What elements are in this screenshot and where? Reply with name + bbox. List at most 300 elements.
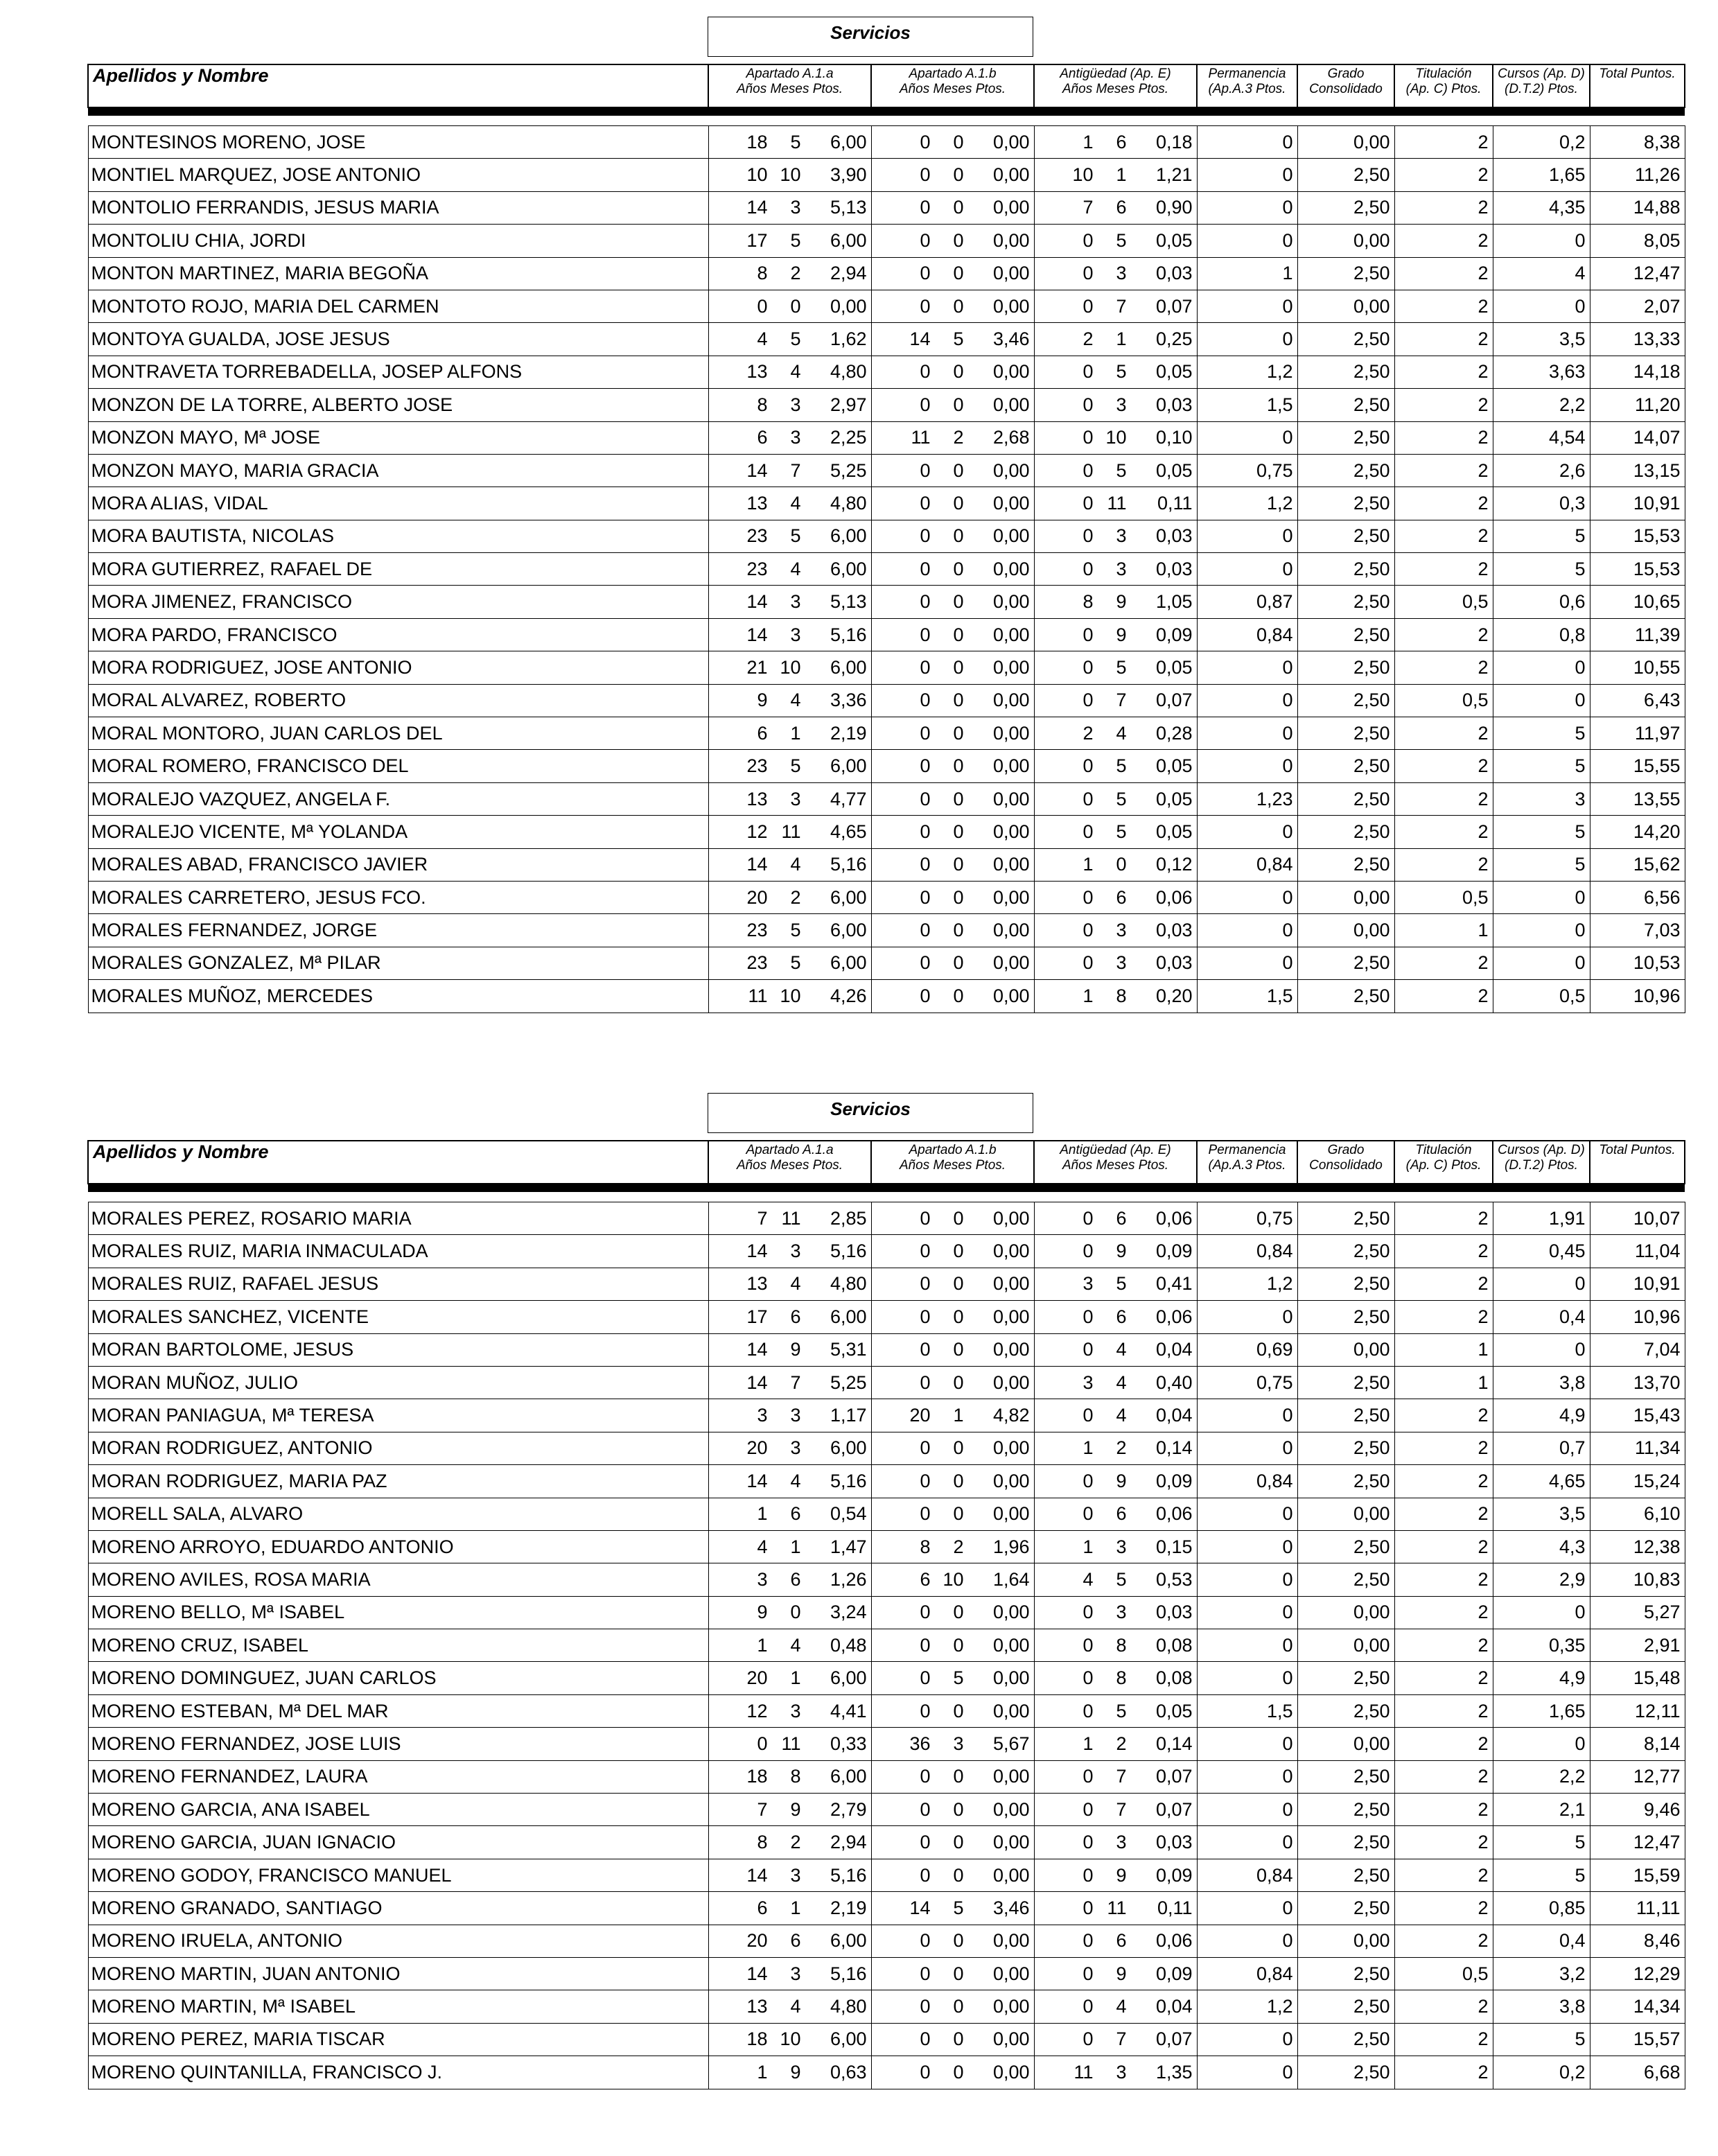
- cell-cursos: 4,35: [1493, 191, 1590, 224]
- cell-titulacion: 2: [1394, 1530, 1493, 1563]
- cell-permanencia: 0: [1197, 750, 1297, 782]
- cell-antiguedad-part: 1: [1116, 164, 1127, 186]
- cell-cursos: 0,6: [1493, 586, 1590, 618]
- cell-a1b-part: 0: [953, 1996, 964, 2017]
- cell-permanencia: 0: [1197, 520, 1297, 552]
- cell-a1a-part: 2,79: [830, 1798, 867, 1820]
- cell-antiguedad-part: 0: [1082, 1897, 1094, 1918]
- cell-grado: 0,00: [1297, 881, 1394, 913]
- cell-a1a: [708, 1859, 871, 1891]
- cell-a1a-part: 6,00: [830, 558, 867, 579]
- header-divider: [88, 1184, 1685, 1192]
- cell-antiguedad-part: 5: [1116, 1568, 1127, 1590]
- cell-antiguedad-part: 0,06: [1155, 1930, 1193, 1952]
- cell-permanencia: 1,2: [1197, 1268, 1297, 1300]
- cell-antiguedad-part: 0: [1082, 1930, 1094, 1952]
- cell-a1a-part: 4,80: [830, 361, 867, 383]
- cell-antiguedad-part: 2: [1082, 722, 1094, 744]
- table-row: [88, 1333, 1685, 1366]
- cell-name: MORENO DOMINGUEZ, JUAN CARLOS: [88, 1662, 708, 1694]
- cell-a1a: [708, 1596, 871, 1629]
- cell-a1a-part: 2: [790, 1832, 801, 1853]
- cell-antiguedad-part: 1: [1082, 854, 1094, 875]
- cell-titulacion: 2: [1394, 389, 1493, 421]
- cell-antiguedad-part: 6: [1116, 131, 1127, 152]
- cell-a1a-part: 5,16: [830, 1963, 867, 1984]
- cell-antiguedad-part: 0: [1082, 427, 1094, 448]
- cell-name: MORENO ARROYO, EDUARDO ANTONIO: [88, 1530, 708, 1563]
- cell-a1a: [708, 323, 871, 356]
- cell-grado: 2,50: [1297, 980, 1394, 1013]
- cell-antiguedad-part: 0: [1082, 788, 1094, 809]
- cell-antiguedad-part: 8: [1116, 985, 1127, 1006]
- cell-a1a-part: 1: [757, 1503, 768, 1525]
- table-row: [88, 1794, 1685, 1826]
- cell-name: MONZON MAYO, MARIA GRACIA: [88, 454, 708, 487]
- cell-antiguedad-part: 3: [1116, 2061, 1127, 2083]
- cell-a1a: [708, 914, 871, 947]
- cell-a1b-part: 0,00: [992, 1700, 1030, 1721]
- cell-a1b: [871, 553, 1034, 586]
- cell-permanencia: 0: [1197, 947, 1297, 979]
- cell-antiguedad-part: 0: [1082, 690, 1094, 711]
- cell-antiguedad-part: 0: [1082, 1503, 1094, 1525]
- cell-antiguedad-part: 0,05: [1155, 229, 1193, 251]
- cell-cursos: 5: [1493, 848, 1590, 881]
- cell-cursos: 1,91: [1493, 1202, 1590, 1235]
- cell-titulacion: 2: [1394, 618, 1493, 651]
- cell-permanencia: 0: [1197, 1925, 1297, 1957]
- cell-antiguedad-part: 0,07: [1155, 1798, 1193, 1820]
- cell-a1a: [708, 356, 871, 388]
- cell-antiguedad-part: 7: [1116, 1766, 1127, 1787]
- cell-antiguedad-part: 4: [1116, 1339, 1127, 1360]
- cell-a1a-part: 6: [790, 1568, 801, 1590]
- cell-permanencia: 0,69: [1197, 1333, 1297, 1366]
- cell-a1a-part: 2,97: [830, 394, 867, 415]
- cell-titulacion: 0,5: [1394, 586, 1493, 618]
- cell-antiguedad-part: 2: [1116, 1437, 1127, 1459]
- cell-a1b-part: 14: [909, 328, 931, 350]
- cell-name: MORENO GODOY, FRANCISCO MANUEL: [88, 1859, 708, 1891]
- cell-name: MORALES PEREZ, ROSARIO MARIA: [88, 1202, 708, 1235]
- cell-permanencia: 0,87: [1197, 586, 1297, 618]
- cell-antiguedad-part: 0: [1082, 1700, 1094, 1721]
- cell-titulacion: 2: [1394, 1694, 1493, 1727]
- cell-total: 11,11: [1590, 1892, 1685, 1925]
- cell-a1b-part: 0: [953, 690, 964, 711]
- cell-antiguedad: [1034, 2023, 1197, 2056]
- cell-name: MORAN PANIAGUA, Mª TERESA: [88, 1399, 708, 1432]
- cell-grado: 2,50: [1297, 1957, 1394, 1990]
- header-antiguedad: Antigüedad (Ap. E) Años Meses Ptos.: [1034, 64, 1197, 107]
- cell-a1b: [871, 323, 1034, 356]
- cell-grado: 2,50: [1297, 454, 1394, 487]
- cell-permanencia: 0,75: [1197, 1366, 1297, 1399]
- cell-cursos: 0: [1493, 947, 1590, 979]
- cell-a1b-part: 0,00: [992, 2028, 1030, 2050]
- cell-a1b-part: 0,00: [992, 2061, 1030, 2083]
- cell-antiguedad-part: 0,41: [1155, 1273, 1193, 1295]
- cell-a1a-part: 4: [790, 1634, 801, 1656]
- cell-a1b: [871, 1957, 1034, 1990]
- table-row: [88, 1366, 1685, 1399]
- cell-a1a-part: 6,00: [830, 1306, 867, 1327]
- cell-a1a-part: 3: [790, 427, 801, 448]
- cell-a1a-part: 10: [780, 164, 801, 186]
- header-name: Apellidos y Nombre: [88, 1141, 708, 1184]
- cell-a1b-part: 5,67: [992, 1733, 1030, 1754]
- cell-permanencia: 0: [1197, 717, 1297, 750]
- cell-a1b-part: 0,00: [992, 1273, 1030, 1295]
- cell-grado: 2,50: [1297, 257, 1394, 290]
- cell-a1b-part: 0: [953, 2028, 964, 2050]
- cell-a1a-part: 6,00: [830, 2028, 867, 2050]
- cell-a1a-part: 3: [790, 1864, 801, 1886]
- cell-a1b-part: 0,00: [992, 1371, 1030, 1393]
- cell-a1b: [871, 1202, 1034, 1235]
- cell-antiguedad-part: 5: [1116, 459, 1127, 481]
- cell-a1b-part: 4,82: [992, 1405, 1030, 1426]
- table-row: [88, 1859, 1685, 1891]
- cell-a1a-part: 3: [757, 1405, 768, 1426]
- cell-antiguedad: [1034, 225, 1197, 257]
- cell-cursos: 0: [1493, 225, 1590, 257]
- cell-a1a-part: 6,00: [830, 1437, 867, 1459]
- cell-name: MORENO IRUELA, ANTONIO: [88, 1925, 708, 1957]
- cell-total: 12,47: [1590, 257, 1685, 290]
- cell-antiguedad-part: 0: [1082, 1667, 1094, 1689]
- cell-antiguedad-part: 0,07: [1155, 2028, 1193, 2050]
- cell-a1b-part: 0: [920, 854, 931, 875]
- cell-permanencia: 0: [1197, 290, 1297, 322]
- cell-a1a-part: 20: [746, 1667, 768, 1689]
- table-row: [88, 684, 1685, 717]
- cell-name: MORAL MONTORO, JUAN CARLOS DEL: [88, 717, 708, 750]
- cell-antiguedad-part: 0: [1082, 295, 1094, 317]
- cell-cursos: 5: [1493, 816, 1590, 848]
- cell-antiguedad-part: 0,07: [1155, 690, 1193, 711]
- cell-antiguedad-part: 1,21: [1155, 164, 1193, 186]
- cell-a1a-part: 18: [746, 2028, 768, 2050]
- cell-a1b-part: 0: [920, 1371, 931, 1393]
- cell-a1b-part: 0,00: [992, 492, 1030, 514]
- cell-a1a: [708, 684, 871, 717]
- cell-a1b: [871, 1268, 1034, 1300]
- table-row: [88, 717, 1685, 750]
- cell-a1a-part: 0: [757, 1733, 768, 1754]
- cell-antiguedad-part: 9: [1116, 624, 1127, 645]
- cell-a1a-part: 9: [790, 1339, 801, 1360]
- cell-antiguedad-part: 0,07: [1155, 1766, 1193, 1787]
- cell-grado: 2,50: [1297, 1366, 1394, 1399]
- cell-a1a: [708, 1662, 871, 1694]
- cell-a1a-part: 4: [790, 558, 801, 579]
- cell-grado: 2,50: [1297, 1202, 1394, 1235]
- cell-antiguedad-part: 0,05: [1155, 755, 1193, 777]
- cell-a1b-part: 0,00: [992, 920, 1030, 941]
- cell-antiguedad-part: 3: [1116, 1832, 1127, 1853]
- cell-a1b: [871, 225, 1034, 257]
- cell-antiguedad-part: 0,14: [1155, 1733, 1193, 1754]
- cell-a1a-part: 23: [746, 525, 768, 547]
- cell-a1b-part: 10: [943, 1568, 964, 1590]
- cell-a1a-part: 7: [790, 1371, 801, 1393]
- cell-cursos: 5: [1493, 1859, 1590, 1891]
- cell-a1a-part: 6: [757, 427, 768, 448]
- cell-cursos: 2,6: [1493, 454, 1590, 487]
- cell-antiguedad-part: 0: [1082, 656, 1094, 678]
- cell-antiguedad-part: 5: [1116, 656, 1127, 678]
- cell-a1a-part: 21: [746, 656, 768, 678]
- cell-titulacion: 2: [1394, 1399, 1493, 1432]
- cell-a1b-part: 8: [920, 1536, 931, 1557]
- cell-permanencia: 0: [1197, 1826, 1297, 1859]
- cell-a1b: [871, 914, 1034, 947]
- scores-table-1: [87, 64, 1685, 1013]
- cell-a1a: [708, 1268, 871, 1300]
- cell-cursos: 3: [1493, 782, 1590, 815]
- cell-a1b-part: 0,00: [992, 1437, 1030, 1459]
- table-row: [88, 389, 1685, 421]
- table-row: [88, 1925, 1685, 1957]
- table-row: [88, 586, 1685, 618]
- cell-a1b-part: 0: [953, 755, 964, 777]
- cell-grado: 2,50: [1297, 717, 1394, 750]
- cell-a1a: [708, 1432, 871, 1464]
- cell-permanencia: 0: [1197, 1629, 1297, 1662]
- cell-a1b-part: 0: [953, 459, 964, 481]
- cell-antiguedad-part: 0,05: [1155, 821, 1193, 842]
- cell-a1b-part: 0: [920, 755, 931, 777]
- cell-a1a-part: 2,85: [830, 1207, 867, 1229]
- cell-cursos: 0: [1493, 1728, 1590, 1760]
- table-row: [88, 848, 1685, 881]
- cell-antiguedad: [1034, 1728, 1197, 1760]
- cell-a1a-part: 11: [781, 821, 801, 842]
- cell-name: MORALES RUIZ, MARIA INMACULADA: [88, 1235, 708, 1268]
- cell-antiguedad-part: 0,28: [1155, 722, 1193, 744]
- cell-a1a: [708, 1957, 871, 1990]
- cell-grado: 2,50: [1297, 782, 1394, 815]
- cell-a1b-part: 36: [909, 1733, 931, 1754]
- cell-a1a-part: 7: [757, 1207, 768, 1229]
- cell-a1b-part: 0,00: [992, 361, 1030, 383]
- cell-antiguedad: [1034, 914, 1197, 947]
- cell-antiguedad-part: 0,53: [1155, 1568, 1193, 1590]
- cell-antiguedad: [1034, 356, 1197, 388]
- cell-cursos: 0,3: [1493, 487, 1590, 520]
- cell-a1b-part: 0: [953, 1207, 964, 1229]
- cell-a1a-part: 13: [746, 1273, 768, 1295]
- cell-cursos: 0,8: [1493, 618, 1590, 651]
- cell-a1b-part: 0: [920, 1832, 931, 1853]
- cell-antiguedad-part: 11: [1107, 492, 1127, 514]
- cell-titulacion: 2: [1394, 1794, 1493, 1826]
- cell-a1a-part: 20: [746, 1930, 768, 1952]
- cell-antiguedad-part: 0: [1082, 459, 1094, 481]
- cell-antiguedad-part: 1: [1082, 985, 1094, 1006]
- cell-a1b-part: 0: [920, 1273, 931, 1295]
- cell-grado: 2,50: [1297, 356, 1394, 388]
- cell-a1b-part: 0: [920, 361, 931, 383]
- table-row: [88, 750, 1685, 782]
- cell-a1a-part: 20: [746, 886, 768, 908]
- cell-antiguedad-part: 9: [1116, 1963, 1127, 1984]
- cell-a1a-part: 9: [757, 1602, 768, 1623]
- cell-a1a-part: 7: [757, 1798, 768, 1820]
- cell-a1b-part: 0: [953, 1798, 964, 1820]
- cell-permanencia: 0: [1197, 1892, 1297, 1925]
- cell-permanencia: 1,2: [1197, 1990, 1297, 2023]
- cell-a1b: [871, 290, 1034, 322]
- cell-a1a-part: 23: [746, 920, 768, 941]
- cell-a1b: [871, 651, 1034, 684]
- cell-a1b: [871, 1925, 1034, 1957]
- cell-antiguedad-part: 9: [1116, 1470, 1127, 1491]
- cell-antiguedad: [1034, 421, 1197, 454]
- cell-antiguedad-part: 3: [1116, 558, 1127, 579]
- cell-a1b-part: 11: [911, 427, 931, 448]
- servicios-label: Servicios: [708, 17, 1033, 57]
- cell-a1b: [871, 1530, 1034, 1563]
- cell-antiguedad-part: 1: [1082, 1437, 1094, 1459]
- header-a1b: Apartado A.1.b Años Meses Ptos.: [871, 64, 1034, 107]
- header-antiguedad: Antigüedad (Ap. E) Años Meses Ptos.: [1034, 1141, 1197, 1184]
- cell-a1b-part: 0,00: [992, 886, 1030, 908]
- cell-a1b-part: 0: [920, 1700, 931, 1721]
- cell-a1b: [871, 1498, 1034, 1530]
- cell-a1a-part: 17: [746, 229, 768, 251]
- cell-antiguedad-part: 0,09: [1155, 624, 1193, 645]
- cell-name: MORALES MUÑOZ, MERCEDES: [88, 980, 708, 1013]
- cell-permanencia: 0: [1197, 1399, 1297, 1432]
- cell-a1b-part: 0: [953, 492, 964, 514]
- cell-a1a-part: 5,25: [830, 1371, 867, 1393]
- cell-antiguedad-part: 0: [1116, 854, 1127, 875]
- cell-permanencia: 0,84: [1197, 618, 1297, 651]
- cell-a1b-part: 0,00: [992, 394, 1030, 415]
- cell-a1b: [871, 947, 1034, 979]
- cell-total: 2,91: [1590, 1629, 1685, 1662]
- cell-total: 15,59: [1590, 1859, 1685, 1891]
- cell-antiguedad-part: 0: [1082, 361, 1094, 383]
- cell-antiguedad-part: 9: [1116, 1864, 1127, 1886]
- cell-cursos: 0: [1493, 1333, 1590, 1366]
- cell-a1a-part: 5: [790, 920, 801, 941]
- cell-a1b-part: 0: [953, 591, 964, 613]
- table-row: [88, 1826, 1685, 1859]
- cell-a1b-part: 0,00: [992, 1207, 1030, 1229]
- cell-permanencia: 0: [1197, 1432, 1297, 1464]
- cell-a1a-part: 14: [746, 1963, 768, 1984]
- cell-total: 15,53: [1590, 520, 1685, 552]
- cell-name: MONZON MAYO, Mª JOSE: [88, 421, 708, 454]
- cell-a1a: [708, 1563, 871, 1596]
- table-row: [88, 1498, 1685, 1530]
- table-row: [88, 1760, 1685, 1793]
- cell-antiguedad: [1034, 1629, 1197, 1662]
- cell-a1b: [871, 1826, 1034, 1859]
- cell-permanencia: 0,84: [1197, 1957, 1297, 1990]
- cell-cursos: 4,9: [1493, 1662, 1590, 1694]
- cell-antiguedad-part: 5: [1116, 361, 1127, 383]
- cell-a1b-part: 0,00: [992, 1602, 1030, 1623]
- cell-a1a: [708, 618, 871, 651]
- cell-cursos: 2,2: [1493, 389, 1590, 421]
- cell-total: 10,83: [1590, 1563, 1685, 1596]
- cell-a1b: [871, 586, 1034, 618]
- cell-a1a: [708, 1301, 871, 1333]
- servicios-label: Servicios: [708, 1093, 1033, 1133]
- cell-a1b-part: 0: [953, 821, 964, 842]
- cell-antiguedad: [1034, 520, 1197, 552]
- cell-cursos: 0,5: [1493, 980, 1590, 1013]
- cell-a1a-part: 7: [790, 459, 801, 481]
- cell-a1b-part: 0: [953, 1306, 964, 1327]
- cell-grado: 2,50: [1297, 1892, 1394, 1925]
- cell-antiguedad-part: 0,03: [1155, 952, 1193, 974]
- cell-name: MONTESINOS MORENO, JOSE: [88, 126, 708, 159]
- table-row: [88, 1465, 1685, 1498]
- cell-a1a-part: 4: [790, 492, 801, 514]
- cell-name: MORA BAUTISTA, NICOLAS: [88, 520, 708, 552]
- cell-a1b: [871, 1465, 1034, 1498]
- cell-a1b-part: 0: [953, 854, 964, 875]
- table-row: [88, 487, 1685, 520]
- cell-a1b-part: 0: [953, 886, 964, 908]
- cell-a1b: [871, 2023, 1034, 2056]
- cell-permanencia: 1,2: [1197, 487, 1297, 520]
- cell-a1b-part: 0,00: [992, 1963, 1030, 1984]
- cell-a1b-part: 0,00: [992, 164, 1030, 186]
- cell-permanencia: 0: [1197, 191, 1297, 224]
- cell-a1a: [708, 1794, 871, 1826]
- cell-a1a-part: 5: [790, 131, 801, 152]
- cell-a1b-part: 0,00: [992, 1470, 1030, 1491]
- cell-a1a-part: 14: [746, 624, 768, 645]
- cell-antiguedad: [1034, 191, 1197, 224]
- cell-a1b-part: 3,46: [992, 328, 1030, 350]
- cell-antiguedad-part: 7: [1082, 197, 1094, 218]
- header-total: Total Puntos.: [1590, 64, 1685, 107]
- cell-permanencia: 1,2: [1197, 356, 1297, 388]
- cell-a1a: [708, 1826, 871, 1859]
- cell-a1b-part: 0,00: [992, 624, 1030, 645]
- cell-a1b-part: 0,00: [992, 1634, 1030, 1656]
- cell-a1b-part: 0,00: [992, 1832, 1030, 1853]
- cell-a1b-part: 0,00: [992, 985, 1030, 1006]
- cell-titulacion: 2: [1394, 225, 1493, 257]
- cell-total: 10,65: [1590, 586, 1685, 618]
- cell-a1b: [871, 1794, 1034, 1826]
- cell-a1a-part: 5,31: [830, 1339, 867, 1360]
- table-row: [88, 1728, 1685, 1760]
- cell-antiguedad-part: 4: [1116, 1371, 1127, 1393]
- cell-a1a-part: 2,19: [830, 722, 867, 744]
- cell-antiguedad: [1034, 1925, 1197, 1957]
- cell-a1a: [708, 717, 871, 750]
- cell-a1a: [708, 2056, 871, 2089]
- cell-antiguedad-part: 0: [1082, 624, 1094, 645]
- cell-a1b: [871, 1596, 1034, 1629]
- cell-a1b-part: 3,46: [992, 1897, 1030, 1918]
- cell-a1a-part: 5: [790, 952, 801, 974]
- cell-antiguedad: [1034, 159, 1197, 191]
- cell-titulacion: 2: [1394, 717, 1493, 750]
- cell-a1a-part: 3: [757, 1568, 768, 1590]
- cell-antiguedad-part: 0,40: [1155, 1371, 1193, 1393]
